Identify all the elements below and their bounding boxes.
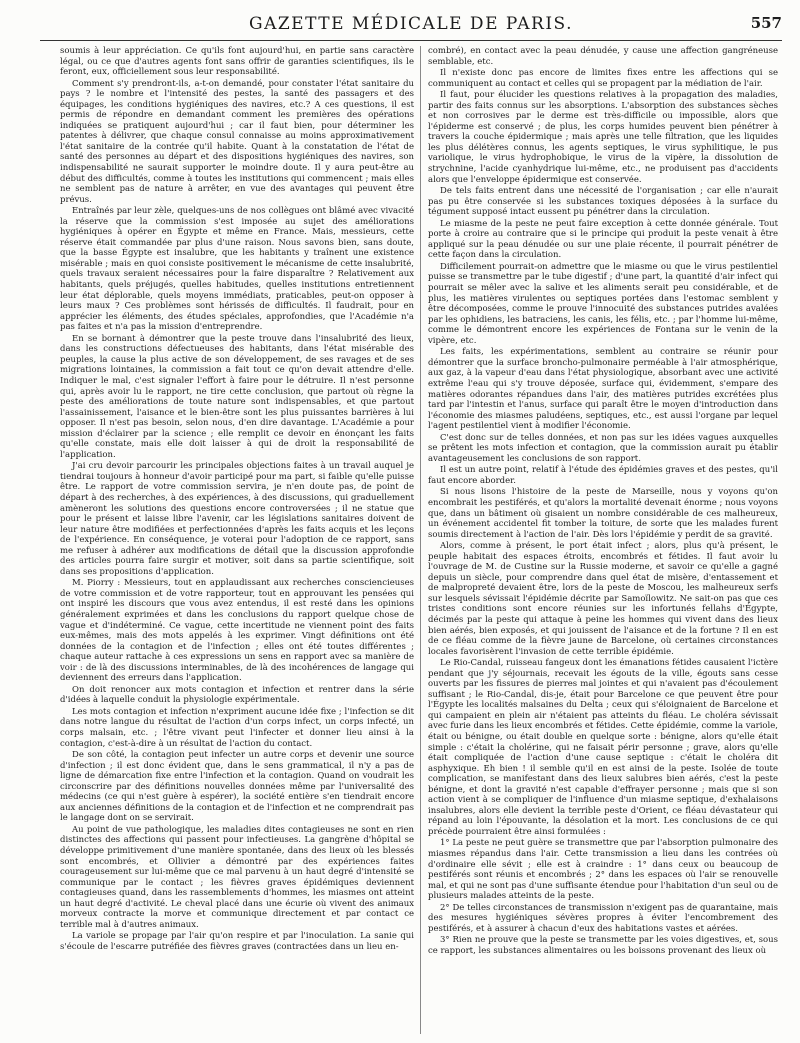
paragraph: La variole se propage par l'air qu'on respire et par l'inoculation. La sanie qui s'écoule de l'escarre putréfiée des fièvres graves (contractées dans un lieu en- [60, 931, 414, 952]
paragraph: M. Piorry : Messieurs, tout en applaudissant aux recherches consciencieuses de votre commission et de votre rapporteur, tout en approuvant les pensées qui ont inspiré les discours que vous avez entendus, il est resté dans les opinions généralement exprimées et dans les conclusions du rapport quelque chose de vague et d'indéterminé. Ce vague, cette incertitude ne viennent point des faits eux-mêmes, mais des mots appelés à les exprimer. Vingt définitions ont été données de la contagion et de l'infection ; elles ont été toutes différentes ; chaque auteur rattache à ces expressions un sens en rapport avec sa manière de voir : de là des discussions interminables, de là des incohérences de langage qui deviennent des erreurs dans l'application. [60, 578, 414, 684]
column-divider [420, 46, 421, 1034]
paragraph: Le miasme de la peste ne peut faire exception à cette donnée générale. Tout porte à croire au contraire que si le principe qui produit la peste venait à être appliqué sur la peau dénudée ou sur une plaie récente, il pourrait pénétrer de cette façon dans la circulation. [428, 218, 778, 261]
list-item: 1° La peste ne peut guère se transmettre que par l'absorption pulmonaire des miasmes répandus dans l'air. Cette transmission a lieu dans les contrées où d'ordinaire elle sévit ; elle est à craindre : 1° dans ceux ou beaucoup de pestiférés sont réunis et encombrés ; 2° dans les espaces où l'air se renouvelle mal, et qui ne sont pas d'une suffisante étendue pour l'habitation d'un seul ou de plusieurs malades atteints de la peste. [428, 838, 778, 902]
paragraph: Le Rio-Candal, ruisseau fangeux dont les émanations fétides causaient l'ictère pendant que j'y séjournais, recevait les égouts de la ville, égouts sans cesse ouverts par les fissures de pierres mal jointes et qui n'avaient pas d'écoulement suffisant ; le Rio-Candal, dis-je, était pour Barcelone ce que peuvent être pour l'Égypte les localités malsaines du Delta ; ceux qui s'éloignaient de Barcelone et qui campaient en plein air n'étaient pas atteints du fléau. Le choléra sévissait avec furie dans les lieux encombrés et fétides. Cette épidémie, comme la variole, était ou bénigne, ou était double en quelque sorte : bénigne, alors qu'elle était simple : c'était la cholérine, qui ne faisait périr personne ; grave, alors qu'elle était compliquée de l'action d'une cause septique : c'était le choléra dit asphyxique. Eh bien ! il semble qu'il en est ainsi de la peste. Isolée de toute complication, se manifestant dans des lieux salubres bien aérés, c'est la peste bénigne, et dont la gravité n'est capable d'effrayer personne ; mais que si son action vient à se compliquer de l'influence d'un miasme septique, d'exhalaisons insalubres, alors elle devient la terrible peste d'Orient, ce fléau dévastateur qui répand au loin l'épouvante, la désolation et la mort. Les conclusions de ce qui précède pourraient être ainsi formulées : [428, 658, 778, 837]
paragraph: De tels faits entrent dans une nécessité de l'organisation ; car elle n'aurait pas pu être conservée si les substances toxiques déposées à la surface du tégument supposé intact eussent pu pénétrer dans la circulation. [428, 186, 778, 218]
paragraph: J'ai cru devoir parcourir les principales objections faites à un travail auquel je tiendrai toujours à honneur d'avoir participé pour ma part, si faible qu'elle puisse être. Le rapport de votre commission servira, je n'en doute pas, de point de départ à des recherches, à des expériences, à des discussions, qui graduellement amèneront les solutions des questions encore controversées ; il ne statue que pour le présent et laisse libre l'avenir, car les législations sanitaires doivent de leur nature être modifiées et perfectionnées d'après les faits acquis et les leçons de l'expérience. En conséquence, je voterai pour l'adoption de ce rapport, sans me refuser à adhérer aux modifications de détail que la discussion approfondie des articles pourra faire surgir et motiver, soit dans sa partie scientifique, soit dans ses propositions d'application. [60, 461, 414, 577]
paragraph: C'est donc sur de telles données, et non pas sur les idées vagues auxquelles se prêtent les mots infection et contagion, que la commission aurait pu établir avantageusement les conclusions de son rapport. [428, 432, 778, 464]
conclusions-list [428, 838, 778, 956]
paragraph: Au point de vue pathologique, les maladies dites contagieuses ne sont en rien distinctes des affections qui passent pour infectieuses. La gangrène d'hôpital se développe primitivement d'une manière spontanée, dans des lieux où les blessés sont encombrés, et Ollivier a démontré par des expériences faites courageusement sur lui-même que ce mal parvenu à un haut degré d'intensité se communique par le contact ; les fièvres graves épidémiques deviennent contagieuses quand, dans les rassemblements d'hommes, les miasmes ont atteint un haut degré d'activité. Le cheval placé dans une écurie où vivent des animaux morveux contracte la morve et communique directement et par contact ce terrible mal à d'autres animaux. [60, 824, 414, 930]
paragraph: Les mots contagion et infection n'expriment aucune idée fixe ; l'infection se dit dans notre langue du résultat de l'action d'un corps infect, un corps infecté, un corps malsain, etc. ; l'être vivant peut l'infecter et donner lieu ainsi à la contagion, c'est-à-dire à un résultat de l'action du contact. [60, 706, 414, 749]
page-number: 557 [750, 14, 782, 32]
paragraph: Il faut, pour élucider les questions relatives à la propagation des maladies, partir des faits connus sur les absorptions. L'absorption des substances sèches et non corrosives par le derme est très-difficile ou impossible, alors que l'épiderme est conservé ; de plus, les corps humides peuvent bien pénétrer à travers la couche épidermique ; mais après une telle filtration, que les liquides les plus délétères connus, les agents septiques, le virus syphilitique, le pus variolique, le virus hydrophobique, le virus de la vipère, la dissolution de strychnine, l'acide cyanhydrique lui-même, etc., ne produisent pas d'accidents alors que l'enveloppe épidermique est conservée. [428, 90, 778, 185]
left-column [60, 46, 414, 1036]
paragraph: soumis à leur appréciation. Ce qu'ils font aujourd'hui, en partie sans caractère légal, ou ce que d'autres agents font sans offrir de garanties scientifiques, ils le feront, eux, officiellement sous leur responsabilité. [60, 46, 414, 78]
paragraph: En se bornant à démontrer que la peste trouve dans l'insalubrité des lieux, dans les constructions défectueuses des habitants, dans l'état misérable des peuples, la cause la plus active de son développement, de ses ravages et de ses migrations lointaines, la commission a fait tout ce qu'on devait attendre d'elle. Indiquer le mal, c'est signaler l'effort à faire pour le détruire. Il n'est personne qui, après avoir lu le rapport, ne tire cette conclusion, que partout où règne la peste des améliorations de toute nature sont indispensables, et que partout l'assainissement, l'aisance et le bien-être sont les plus puissantes barrières à lui opposer. Il n'est pas besoin, selon nous, d'en dire davantage. L'Académie a pour mission d'éclairer par la science ; elle remplit ce devoir en énonçant les faits qu'elle constate, mais elle doit laisser à qui de droit la responsabilité de l'application. [60, 333, 414, 460]
right-column [428, 46, 778, 1036]
list-item: 2° De telles circonstances de transmission n'exigent pas de quarantaine, mais des mesures hygiéniques sévères propres à éviter l'encombrement des pestiférés, et à assurer à chacun d'eux des habitations vastes et aérées. [428, 902, 778, 934]
paragraph: Difficilement pourrait-on admettre que le miasme ou que le virus pestilentiel puisse se transmettre par le tube digestif ; d'une part, la quantité d'air infect qui pourrait se mêler avec la salive et les aliments serait peu considérable, et de plus, les matières virulentes ou septiques portées dans l'estomac semblent y être décomposées, comme le prouve l'innocuité des substances putrides avalées par les ophidiens, les batraciens, les canis, les félis, etc. ; par l'homme lui-même, comme le démontrent encore les expériences de Fontana sur le venin de la vipère, etc. [428, 261, 778, 346]
list-item: 3° Rien ne prouve que la peste se transmette par les voies digestives, et, sous ce rapport, les substances alimentaires ou les boissons provenant des lieux où [428, 935, 778, 956]
paragraph: combré), en contact avec la peau dénudée, y cause une affection gangréneuse semblable, etc. [428, 46, 778, 67]
paragraph: Il n'existe donc pas encore de limites fixes entre les affections qui se communiquent au contact et celles qui se propagent par la médiation de l'air. [428, 68, 778, 89]
paragraph: Les faits, les expérimentations, semblent au contraire se réunir pour démontrer que la surface broncho-pulmonaire perméable à l'air atmosphérique, aux gaz, à la vapeur d'eau dans l'état physiologique, absorbant avec une activité extrême l'eau qui s'y trouve déposée, surface qui, évidemment, s'empare des matières odorantes répandues dans l'air, des matières putrides excrétées plus tard par l'intestin et l'anus, surface qui paraît être le moyen d'introduction dans l'économie des miasmes paludéens, septiques, etc., est aussi l'organe par lequel l'agent pestilentiel vient à modifier l'économie. [428, 347, 778, 432]
paragraph: Si nous lisons l'histoire de la peste de Marseille, nous y voyons qu'on encombrait les pestiférés, et qu'alors la mortalité devenait énorme ; nous voyons que, dans un bâtiment où gisaient un nombre considérable de ces malheureux, un événement accidentel fit tomber la toiture, de sorte que les malades furent soumis directement à l'action de l'air. Dès lors l'épidémie y perdit de sa gravité. [428, 487, 778, 540]
paragraph: De son côté, la contagion peut infecter un autre corps et devenir une source d'infection ; il est donc évident que, dans le sens grammatical, il n'y a pas de ligne de démarcation fixe entre l'infection et la contagion. Quand on voudrait les circonscrire par des définitions nouvelles données même par l'universalité des médecins (ce qui n'est guère à espérer), la société entière s'en tiendrait encore aux anciennes définitions de la contagion et de l'infection et ne comprendrait pas le langage dont on se servirait. [60, 750, 414, 824]
page-header [40, 12, 782, 41]
paragraph: Entraînés par leur zèle, quelques-uns de nos collègues ont blâmé avec vivacité la réserve que la commission s'est imposée au sujet des améliorations hygiéniques à opérer en Égypte et même en France. Mais, messieurs, cette réserve était commandée par plus d'une raison. Nous savons bien, sans doute, que la basse Égypte est insalubre, que les habitants y traînent une existence misérable ; mais en quoi consiste positivement le mécanisme de cette insalubrité, quels travaux seraient nécessaires pour la faire disparaître ? Relativement aux habitants, quels préjugés, quelles habitudes, quelles institutions entretiennent leur état déplorable, quels moyens immédiats, praticables, peut-on opposer à leurs maux ? Ces problèmes sont hérissés de difficultés. Il faudrait, pour en apprécier les éléments, des études spéciales, approfondies, que l'Académie n'a pas faites et n'a pas la mission d'entreprendre. [60, 206, 414, 333]
paragraph: On doit renoncer aux mots contagion et infection et rentrer dans la série d'idées à laquelle conduit la physiologie expérimentale. [60, 684, 414, 706]
paragraph: Il est un autre point, relatif à l'étude des épidémies graves et des pestes, qu'il faut encore aborder. [428, 465, 778, 486]
journal-title: GAZETTE MÉDICALE DE PARIS. [249, 14, 573, 34]
paragraph: Alors, comme à présent, le port était infect ; alors, plus qu'à présent, le peuple habitait des espaces étroits, encombrés et fétides. Il faut avoir lu l'ouvrage de M. de Custine sur la Russie moderne, et savoir ce qu'elle a gagné depuis un siècle, pour comprendre dans quel état de misère, d'entassement et de malpropreté devaient être, lors de la peste de Moscou, les malheureux serfs sur lesquels sévissait l'épidémie décrite par Samoïlowitz. Ne sait-on pas que ces tristes conditions sont encore réunies sur les infortunés fellahs d'Égypte, décimés par la peste qui attaque à peine les hommes qui vivent dans des lieux bien aérés, bien exposés, et qui jouissent de l'aisance et de la fortune ? Il en est de ce fléau comme de la fièvre jaune de Barcelone, où certaines circonstances locales favorisèrent l'invasion de cette terrible épidémie. [428, 541, 778, 657]
paragraph: Comment s'y prendront-ils, a-t-on demandé, pour constater l'état sanitaire du pays ? le nombre et l'intensité des pestes, la santé des passagers et des équipages, les conditions hygiéniques des navires, etc.? A ces questions, il est permis de répondre en demandant comment les premières des opérations indiquées se pratiquent aujourd'hui ; car il faut bien, pour déterminer les patentes à délivrer, que chaque consul connaisse au moins approximativement l'état sanitaire de la contrée qu'il habite. Quant à la constatation de l'état de santé des personnes au départ et des dispositions hygiéniques des navires, son indispensabilité ne saurait supporter le moindre doute. Il y aura peut-être au début des difficultés, comme à toutes les institutions qui commencent ; mais elles ne semblent pas de nature à arrêter, en vue des avantages qui peuvent être prévus. [60, 78, 414, 205]
